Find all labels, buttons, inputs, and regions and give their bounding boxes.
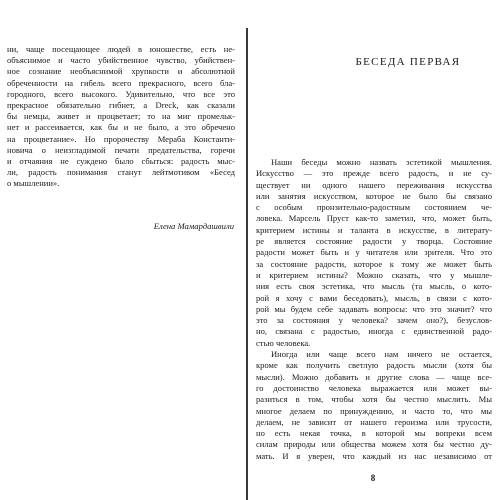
chapter-title: БЕСЕДА ПЕРВАЯ (355, 56, 461, 68)
right-page (248, 0, 500, 500)
text-line: радости может быть и у читателя или зрителя. Что это (256, 247, 492, 258)
text-line: кроме как получить светлую радость мысли (хотя бы (256, 360, 492, 371)
text-line: новича о неизгладимой печати предательства, горечи (7, 144, 235, 155)
text-line: Наши беседы можно назвать эстетикой мышления. (271, 157, 492, 167)
right-page-text (256, 157, 492, 462)
text-line: рой мы будем себе задавать вопросы: что это значит? что (256, 303, 492, 314)
text-line: за состояние радости, которое к тому же может быть (256, 258, 492, 269)
text-line: о мышлении». (7, 178, 60, 189)
text-line: и отчаяния не суждено было сбыться: радость мыс- (7, 156, 235, 167)
text-line: мать. И я уверен, что каждый из нас независимо от (256, 450, 492, 461)
text-line: ловека. Марсель Пруст как-то заметил, что, может быть, (256, 213, 492, 224)
left-page-text (7, 44, 235, 190)
text-line: делаем, не зависит от нашего героизма или трусости, (256, 416, 492, 427)
text-line: ни, чаще посещающее людей в юношестве, есть не- (7, 44, 235, 54)
text-line: на процветание». Но пророчеству Мераба Константи- (7, 133, 235, 144)
text-line: силам природы или общества можем хотя бы честно ду- (256, 439, 492, 450)
text-line: но, связана с радостью, иногда с единственной радо- (256, 326, 492, 337)
text-line: ли, радость понимания станут лейтмотивом «Бесед (7, 167, 235, 178)
text-line: ществует ни одного нашего переживания искусства (256, 179, 492, 190)
text-line: нет и рассеивается, как бы и не было, а это обречено (7, 122, 235, 133)
text-line: го достоинство человека выражается или может вы- (256, 382, 492, 393)
text-line: прекрасное обязательно гибнет, а Dreck, как сказали (7, 100, 235, 111)
text-line: ное сознание необъяснимой хрупкости и абсолютной (7, 66, 235, 77)
text-line: это за состояния у человека? зачем оно?), безуслов- (256, 315, 492, 326)
text-line: городного, всего высокого. Удивительно, что все это (7, 88, 235, 99)
left-page (0, 0, 246, 500)
text-line: стью человека. (256, 337, 311, 348)
text-line: рой я хочу с вами беседовать), мысль, в связи с кото- (256, 292, 492, 303)
text-line: критерием истины и таланта в искусстве, в литерату- (256, 224, 492, 235)
text-line: многое делаем по принуждению, и часто то, что мы (256, 405, 492, 416)
text-line: бы немцы, живет и процветает; то на миг промельк- (7, 111, 235, 122)
text-line: Иногда или чаще всего нам ничего не остается, (271, 349, 492, 360)
text-line: обреченности на гибель всего прекрасного, всего бла- (7, 77, 235, 88)
text-line: мысли). Можно добавить и другие слова — чаще все- (256, 371, 492, 382)
author-signature: Елена Мамардашвили (153, 221, 234, 231)
text-line: и критерием истины? Можно сказать, что у мышле- (256, 269, 492, 280)
text-line: ния есть своя эстетика, что мысль (та мысль, о кото- (256, 281, 492, 292)
text-line: разиться в том, чтобы хотя бы честно мыслить. Мы (256, 394, 492, 405)
text-line: но есть некая точка, в которой мы вопреки всем (256, 428, 492, 439)
text-line: Искусство — это прежде всего радость, и не су- (256, 168, 492, 179)
page-number: 8 (370, 473, 376, 483)
text-line: объяснимое и часто убийственное чувство, убийствен- (7, 55, 235, 66)
text-line: или занятия искусством, которое не было бы связано (256, 190, 492, 201)
text-line: ре является состояние радости у творца. Состояние (256, 236, 492, 247)
text-line: с особым пронзительно-радостным состоянием че- (256, 202, 492, 213)
